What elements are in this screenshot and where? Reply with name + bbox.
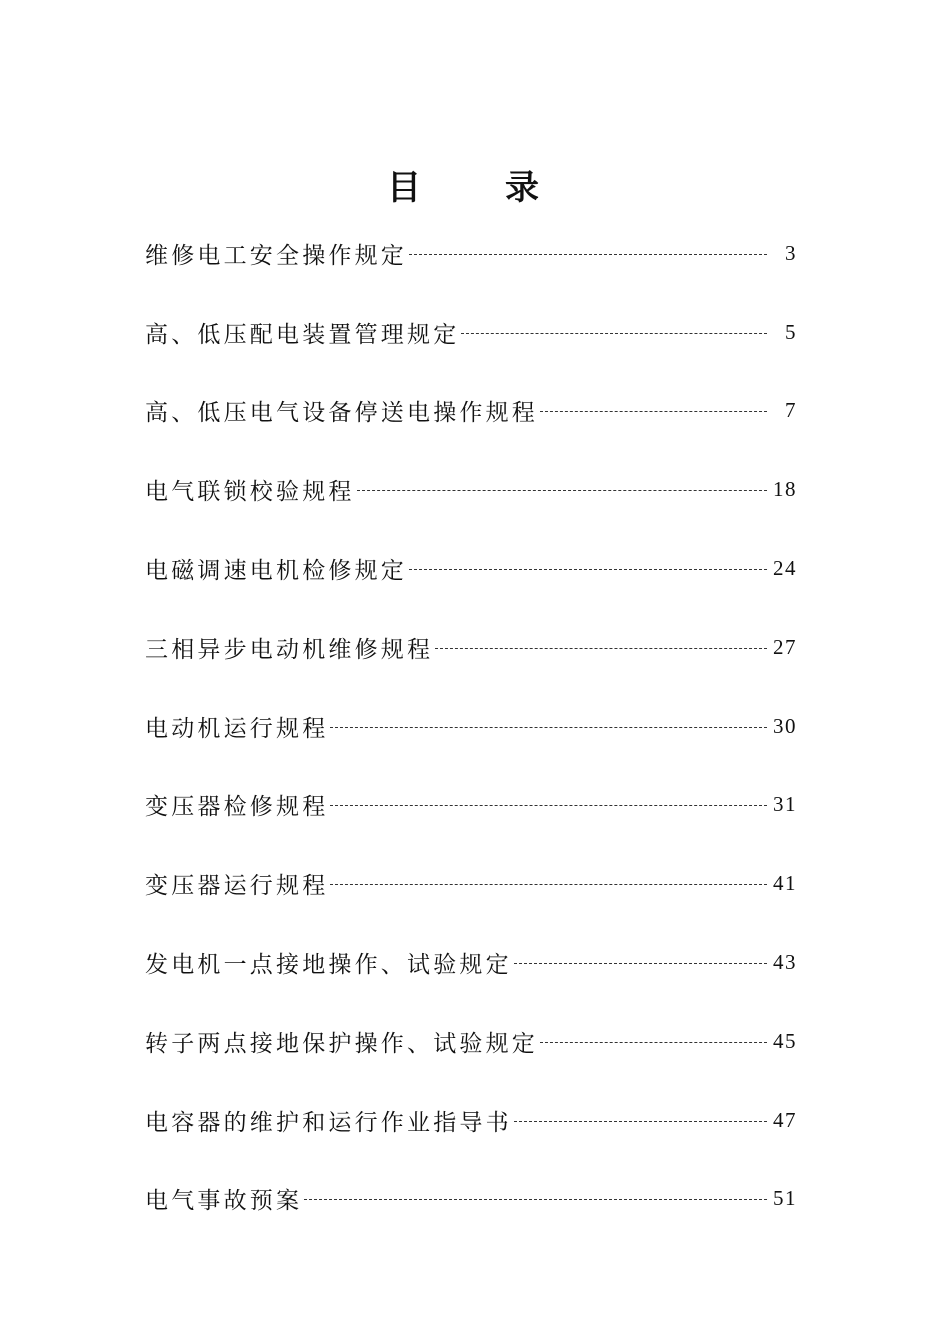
toc-entry-label: 发电机一点接地操作、试验规定 [145,952,512,979]
toc-dot-leader [304,1199,767,1200]
toc-entry-label: 三相异步电动机维修规程 [145,636,434,663]
toc-dot-leader [514,963,767,964]
toc-entry[interactable] [145,844,797,923]
toc-entry[interactable] [145,766,797,845]
toc-entry-page: 45 [773,1028,797,1053]
toc-entry-label: 电容器的维护和运行作业指导书 [145,1109,512,1136]
toc-entry-page: 47 [773,1107,797,1132]
toc-entry-page: 31 [773,792,797,817]
toc-entry[interactable] [145,608,797,687]
toc-entry-label: 电动机运行规程 [145,715,329,742]
toc-entry-page: 3 [785,240,797,265]
toc-entry-page: 27 [773,634,797,659]
toc-entry[interactable] [145,450,797,529]
toc-entry[interactable] [145,687,797,766]
toc-dot-leader [330,805,767,806]
toc-list [145,214,797,1238]
toc-entry-page: 51 [773,1186,797,1211]
toc-entry-label: 电气联锁校验规程 [145,479,355,506]
toc-entry-page: 24 [773,556,797,581]
toc-entry[interactable] [145,529,797,608]
toc-title: 目录 [387,168,623,208]
toc-dot-leader [461,333,767,334]
toc-dot-leader [357,490,767,491]
toc-entry-label: 变压器运行规程 [145,873,329,900]
toc-dot-leader [409,254,767,255]
toc-entry-label: 维修电工安全操作规定 [145,242,407,269]
toc-dot-leader [540,411,767,412]
toc-entry-label: 电气事故预案 [145,1188,303,1215]
toc-entry-label: 高、低压配电装置管理规定 [145,321,460,348]
toc-entry[interactable] [145,293,797,372]
toc-entry[interactable] [145,214,797,293]
toc-entry[interactable] [145,372,797,451]
toc-entry-page: 30 [773,713,797,738]
toc-entry-label: 转子两点接地保护操作、试验规定 [145,1030,538,1057]
toc-dot-leader [409,569,767,570]
toc-entry-label: 高、低压电气设备停送电操作规程 [145,400,538,427]
toc-entry-page: 5 [785,319,797,344]
toc-entry-label: 电磁调速电机检修规定 [145,558,407,585]
toc-entry-page: 43 [773,950,797,975]
toc-entry[interactable] [145,1002,797,1081]
toc-entry[interactable] [145,1160,797,1239]
toc-dot-leader [514,1121,767,1122]
toc-entry-page: 7 [785,398,797,423]
toc-dot-leader [330,884,767,885]
toc-dot-leader [435,648,767,649]
toc-entry[interactable] [145,1081,797,1160]
toc-entry-page: 18 [773,477,797,502]
toc-entry-page: 41 [773,871,797,896]
toc-dot-leader [330,727,767,728]
toc-entry[interactable] [145,923,797,1002]
toc-dot-leader [540,1042,767,1043]
toc-entry-label: 变压器检修规程 [145,794,329,821]
